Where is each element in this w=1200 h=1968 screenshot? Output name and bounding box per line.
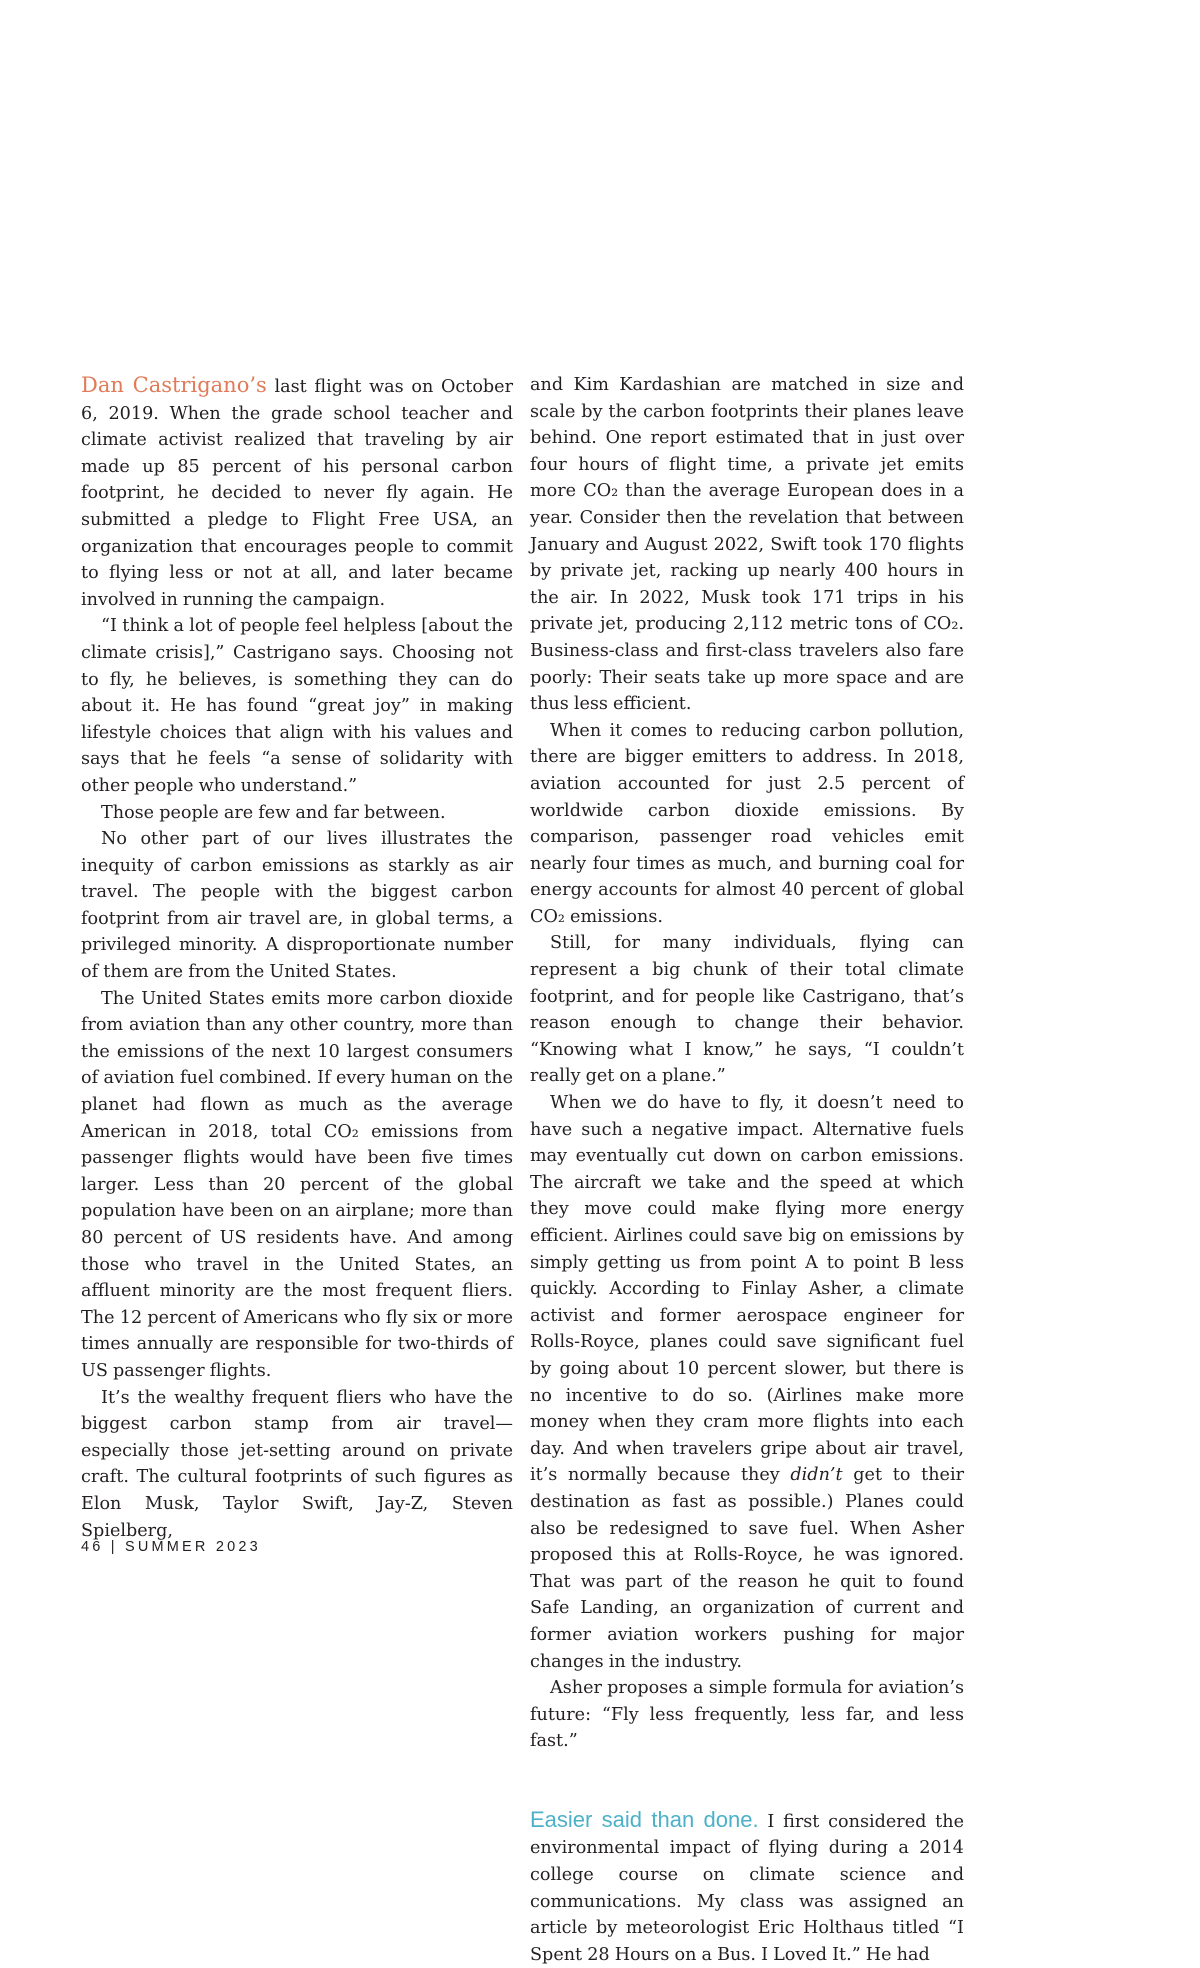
paragraph-text: get to their destination as fast as possible.) Planes could also be redesigned to save fuel. When Asher proposed this at Rolls-Royce, he was ignored. That was part of the reason he quit to found Safe Landing, an organization of current and former aviation workers pushing for major changes in the industry. <box>530 1465 964 1672</box>
lead-name: Dan Castrigano’s <box>81 373 267 397</box>
paragraph: When it comes to reducing carbon pollution, there are bigger emitters to address. In 2018, aviation accounted for just 2.5 percent of worldwide carbon dioxide emissions. By comparison, passenger road vehicles emit nearly four times as much, and burning coal for energy accounts for almost 40 percent of global CO₂ emissions. <box>530 720 964 927</box>
paragraph: No other part of our lives illustrates the inequity of carbon emissions as starkly as air travel. The people with the biggest carbon footprint from air travel are, in global terms, a privileged minority. A disproportionate number of them are from the United States. <box>81 829 513 983</box>
paragraph-text: When we do have to fly, it doesn’t need to have such a negative impact. Alternative fuels may eventually cut down on carbon emissions. The aircraft we take and the speed at which they move could make flying more energy efficient. Airlines could save big on emissions by simply getting us from point A to point B less quickly. According to Finlay Asher, a climate activist and former aerospace engineer for Rolls-Royce, planes could save significant fuel by going about 10 percent slower, but there is no incentive to do so. (Airlines make more money when they cram more flights into each day. And when travelers gripe about air travel, it’s normally because they <box>530 1093 964 1486</box>
section-divider <box>530 1755 964 1807</box>
paragraph: “I think a lot of people feel helpless [about the climate crisis],” Castrigano says. Choosing not to fly, he believes, is something they can do about it. He has found “great joy” in making lifestyle choices that align with his values and says that he feels “a sense of solidarity with other people who understand.” <box>81 616 513 796</box>
paragraph: It’s the wealthy frequent fliers who have the biggest carbon stamp from air travel—especially those jet-setting around on private craft. The cultural footprints of such figures as Elon Musk, Taylor Swift, Jay-Z, Steven Spielberg, <box>81 1387 513 1541</box>
emphasis-text: didn’t <box>790 1465 843 1486</box>
paragraph: and Kim Kardashian are matched in size and scale by the carbon footprints their planes leave behind. One report estimated that in just over four hours of flight time, a private jet emits more CO₂ than the average European does in a year. Consider then the revelation that between January and August 2022, Swift took 170 flights by private jet, racking up nearly 400 hours in the air. In 2022, Musk took 171 trips in his private jet, producing 2,112 metric tons of CO₂. Business-class and first-class travelers also fare poorly: Their seats take up more space and are thus less efficient. <box>530 375 964 715</box>
paragraph-text: last flight was on October 6, 2019. When the grade school teacher and climate activist realized that traveling by air made up 85 percent of his personal carbon footprint, he decided to never fly again. He submitted a pledge to Flight Free USA, an organization that encourages people to commit to flying less or not at all, and later became involved in running the campaign. <box>81 377 513 610</box>
paragraph: Those people are few and far between. <box>101 802 446 823</box>
section-heading: Easier said than done. <box>530 1806 759 1832</box>
paragraph: The United States emits more carbon dioxide from aviation than any other country, more than the emissions of the next 10 largest consumers of aviation fuel combined. If every human on the planet had flown as much as the average American in 2018, total CO₂ emissions from passenger flights would have been five times larger. Less than 20 percent of the global population have been on an airplane; more than 80 percent of US residents have. And among those who travel in the United States, an affluent minority are the most frequent fliers. The 12 percent of Americans who fly six or more times annually are responsible for two-thirds of US passenger flights. <box>81 988 513 1381</box>
paragraph <box>530 1090 964 1675</box>
right-column <box>530 372 964 1968</box>
page-folio: 46 | SUMMER 2023 <box>81 1539 261 1555</box>
left-column <box>81 372 513 1544</box>
paragraph <box>81 372 513 613</box>
paragraph: Asher proposes a simple formula for aviation’s future: “Fly less frequently, less far, and less fast.” <box>530 1678 964 1752</box>
paragraph <box>530 1807 964 1968</box>
paragraph: Still, for many individuals, flying can represent a big chunk of their total climate footprint, and for people like Castrigano, that’s reason enough to change their behavior. “Knowing what I know,” he says, “I couldn’t really get on a plane.” <box>530 933 964 1087</box>
paragraph-text: I first considered the environmental impact of flying during a 2014 college course on climate science and communications. My class was assigned an article by meteorologist Eric Holthaus titled “I Spent 28 Hours on a Bus. I Loved It.” He had <box>530 1811 964 1965</box>
